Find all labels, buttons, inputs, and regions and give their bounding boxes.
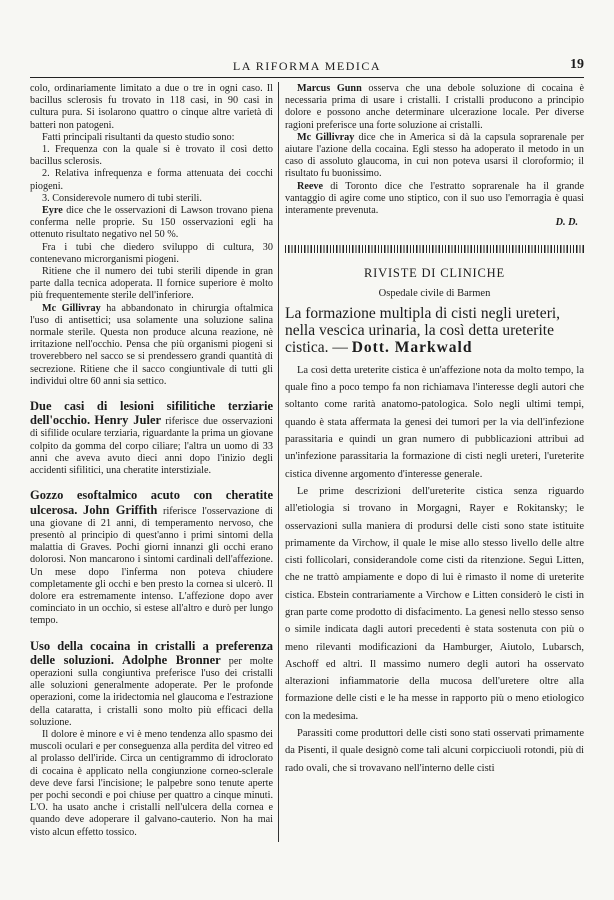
paragraph: Parassiti come produttori delle cisti sono stati osservati primamente da Pisenti, il quale designò come tali alcuni corpicciuoli rotondi, più di rado ovali, che si trovavano nell'interno delle cisti (285, 728, 584, 774)
page-header (30, 57, 584, 75)
author-name: Reeve (297, 180, 324, 192)
article-title: Gozzo esoftalmico acuto con cheratite ulcerosa. (30, 488, 273, 517)
list-item: 3. Considerevole numero di tubi sterili. (42, 192, 202, 204)
article-title: Uso della cocaina in cristalli a preferenza delle soluzioni. (30, 638, 273, 667)
column-divider (278, 82, 279, 842)
article-title: Due casi di lesioni sifilitiche terziarie dell'occhio. (30, 399, 273, 428)
article-author: Henry Juler (94, 413, 162, 428)
page-number: 19 (570, 57, 584, 72)
article-author: John Griffith (83, 502, 158, 517)
paragraph: Fatti principali risultanti da questo studio sono: (42, 131, 235, 143)
journal-title: LA RIFORMA MEDICA (232, 59, 382, 73)
header-rule (30, 77, 584, 78)
article-author: Dott. Markwald (351, 338, 473, 356)
author-name: Eyre (42, 205, 63, 217)
paragraph: Mc Gillivray ha abbandonato in chirurgia oftalmica l'uso di antisettici; usa solamente una soluzione salina normale sterile. Questa non produce alcuna reazione, nè irritazione nell'occhio. Pensa che più organismi piogeni si troverebbero nel sacco se si prendessero grandi quantità di secrezione. Ritiene che il sacco congiuntivale di tutti gli individui oltre 60 anni sia settico. (30, 302, 273, 387)
paragraph: La così detta ureterite cistica è un'affezione nota da molto tempo, la quale fino a poco tempo fa non richiamava l'interesse degli autori che soltanto come rarità anatomo-patologica. Solo negli ultimi tempi, quando è stata affermata la genesi dei tumori per la via dell'infezione parassitaria e quindi un gran numero di pubblicazioni attribuì ad un'infezione parassitaria la formazione di cisti negli ureteri, l'ureterite cistica divenne argomento d'interesse generale. (285, 364, 584, 480)
paragraph: colo, ordinariamente limitato a due o tre in ogni caso. Il bacillus sclerosis fu trovato in 118 casi, in 90 casi in cultura pura. Si isolarono quattro o cinque altre varietà di batteri non patogeni. (30, 83, 273, 131)
paragraph: Reeve di Toronto dice che l'estratto soprarenale ha il grande vantaggio di agire come uno stiptico, con il suo uso l'emorragia è quasi interamente prevenuta. (285, 180, 584, 217)
article-heading (285, 305, 584, 356)
paragraph: Fra i tubi che diedero sviluppo di cultura, 30 contenevano microrganismi piogeni. (30, 241, 273, 265)
list-item: 2. Relativa infrequenza e forma attenuata dei cocchi piogeni. (30, 168, 273, 192)
article-author: Adolphe Bronner (122, 652, 221, 667)
list-item: 1. Frequenza con la quale si è trovato il così detto bacillus sclerosis. (30, 144, 273, 168)
paragraph: Eyre dice che le osservazioni di Lawson trovano piena conferma nelle proprie. Su 150 osservazioni egli ha ottenuto risultato negativo nel 50 %. (30, 205, 273, 241)
hospital-label: Ospedale civile di Barmen (378, 287, 491, 299)
article-goiter: Gozzo esoftalmico acuto con cheratite ulcerosa. John Griffith riferisce l'osservazione di una giovane di 21 anni, di temperamento nervoso, che presentò al principio di quest'anno i primi sintomi della malattia di Graves. Pochi giorni innanzi gli occhi erano dolorosi. Non mancarono i sintomi cardinali dell'affezione. Un mese dopo l'inferma non poteva chiudere completamente gli occhi e ben presto la cornea si ulcerò. Il dolore era estremamente intenso. L'affezione dopo aver cominciato in un occhio, si estese all'altro e durò per lungo tempo. (30, 488, 273, 627)
paragraph: Marcus Gunn osserva che una debole soluzione di cocaina è necessaria prima di usare i cristalli. I cristalli producono a principio dolore e possono anche determinare ulcerazione locale. Per diverse ragioni preferisce una forte soluzione ai cristalli. (285, 83, 584, 131)
right-column (285, 83, 584, 777)
paragraph: Ritiene che il numero dei tubi sterili dipende in gran parte dalla tecnica adoperata. Il fornice superiore è molto più frequentemente sterile dell'inferiore. (30, 266, 273, 302)
paragraph: Mc Gillivray dice che in America si dà la capsula soprarenale per aiutare l'azione della cocaina. Egli stesso ha adoperato il metodo in un caso di assoluto glaucoma, in cui non poteva usarsi il cloroformio; il risultato fu buonissimo. (285, 131, 584, 180)
author-name: Mc Gillivray (297, 131, 355, 143)
article-syphilis: Due casi di lesioni sifilitiche terziarie dell'occhio. Henry Juler riferisce due osservazioni di sifilide oculare terziaria, riguardante la prima un giovane colpito da gomma del corpo ciliare; l'altra un uomo di 33 anni che aveva avuto dieci anni dopo l'inizio degli accidenti sifilitici, una cheratite interstiziale. (30, 399, 274, 477)
article-cocaine: Uso della cocaina in cristalli a preferenza delle soluzioni. Adolphe Bronner per molte operazioni sulla congiuntiva preferisce l'uso dei cristalli alle soluzioni generalmente adoperate. Per le profonde operazioni, come la iridectomia nel glaucoma e l'estrazione della cataratta, i cristalli sono molto più efficaci della soluzione. (30, 638, 274, 728)
paragraph: Le prime descrizioni dell'ureterite cistica senza riguardo all'etiologia si trovano in Morgagni, Rayer e Rokitansky; le osservazioni sulla maniera di prodursi delle cisti sono state istituite primamente da Virchow, il quale le mise allo stesso livello delle altre cisti follicolari, considerandole come cisti da ritenzione. Seguì Litten, che ne trattò ampiamente e dopo di lui è rimasto il nome di ureterite cistica. Ebstein contrariamente a Virchow e Litten considerò le cisti in gran parte come prodotto di disfacimento. La genesi nello stesso senso o simile indicata dagli autori precedenti è stata sostenuta con più o meno rilevanti modificazioni da Hamburger, Aiutolo, Lubarsch, Aschoff ed altri. Il massimo numero degli autori ha osservato alterazioni infiammatorie della mucosa dell'uretere oltre alla formazione delle cisti e le ha messe in rapporto più o meno etiologico con la medesima. (285, 485, 584, 722)
author-name: Mc Gillivray (42, 302, 101, 314)
article-title: La formazione multipla di cisti negli ureteri, nella vescica urinaria, la così detta ureterite cistica. — (285, 304, 561, 356)
left-column (30, 83, 273, 839)
author-name: Marcus Gunn (297, 83, 362, 94)
section-divider (285, 245, 584, 253)
signature: D. D. (555, 217, 578, 229)
section-title: RIVISTE DI CLINICHE (364, 266, 505, 281)
paragraph: Il dolore è minore e vi è meno tendenza allo spasmo dei muscoli oculari e per conseguenza alla perdita del vitreo ed al prolasso dell'iride. Circa un centigrammo di idroclorato di cocaina è applicato nella congiunzione corneo-sclerale deve deve farsi l'incisione; le palpebre sono tenute aperte per pochi secondi e poi chiuse per quattro a cinque minuti. L'O. ha usato anche i cristalli nell'ulcera della cornea e quando deve adoperare il galvano-cauterio. Non ha mai visto alcun effetto tossico. (30, 728, 273, 838)
